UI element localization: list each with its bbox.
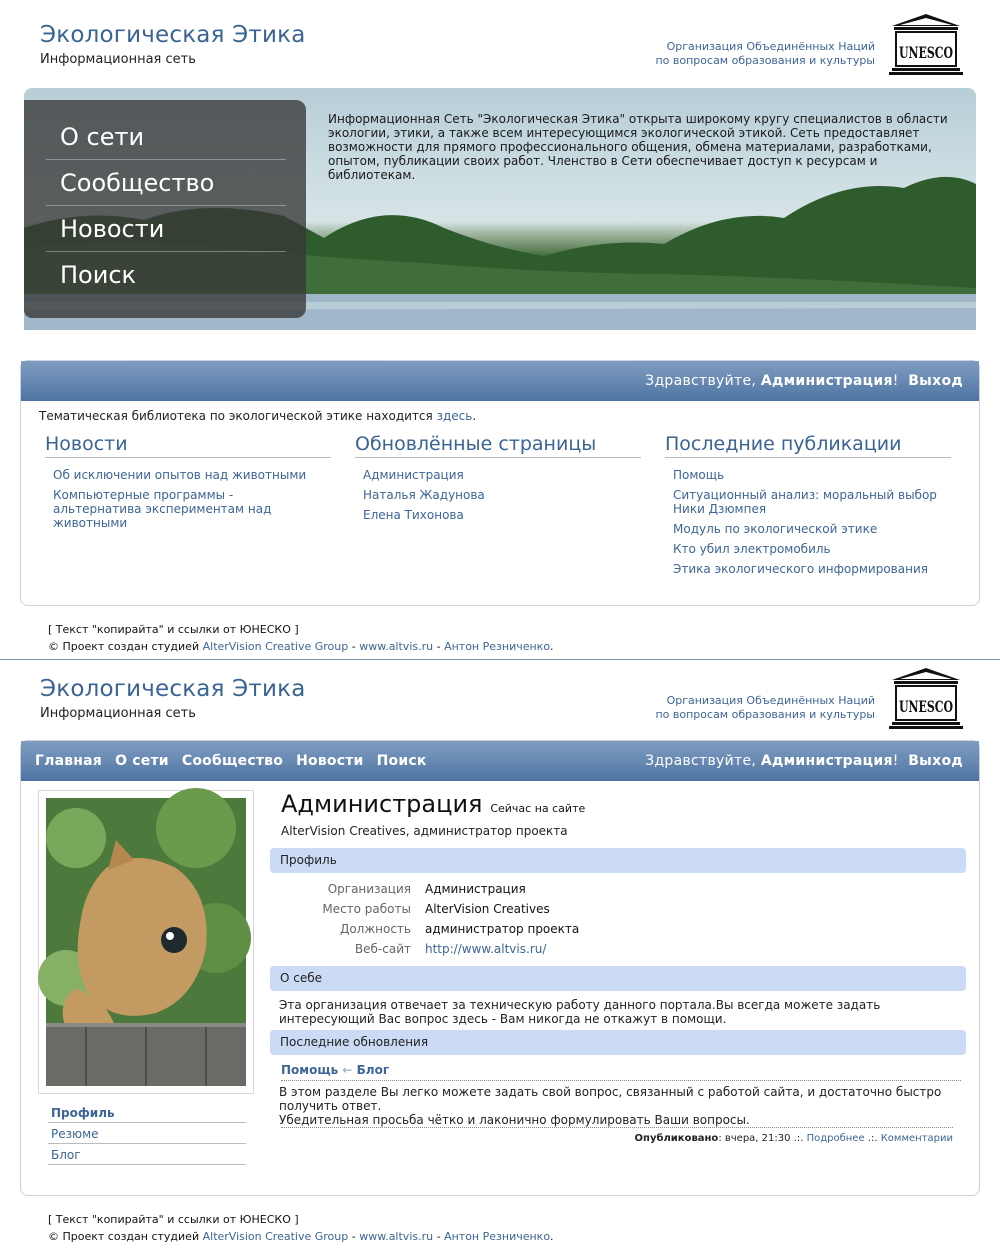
publication-link[interactable]: Кто убил электромобиль	[673, 542, 831, 556]
field-value: Администрация	[425, 882, 526, 896]
greeting-text: Здравствуйте,	[645, 373, 757, 389]
updated-pages-heading: Обновлённые страницы	[355, 433, 641, 458]
news-link[interactable]: Об исключении опытов над животными	[53, 468, 307, 482]
field-value: AlterVision Creatives	[425, 902, 550, 916]
home-panel	[20, 360, 980, 606]
footer-top	[48, 621, 554, 655]
nav-news[interactable]: Новости	[296, 753, 364, 769]
field-label: Организация	[327, 882, 411, 896]
profile-photo-frame	[38, 790, 254, 1094]
about-text: Эта организация отвечает за техническую работу данного портала.Вы всегда можете задать интересующий Вас вопрос здесь - Вам никогда не откажут в помощи.	[279, 998, 881, 1026]
update-body	[279, 1085, 959, 1127]
updated-pages-column	[355, 433, 641, 528]
unesco-caption-2[interactable]: Организация Объединённых Наций по вопросам образования и культуры	[655, 694, 875, 721]
site-link[interactable]: www.altvis.ru	[359, 640, 434, 653]
sidebar-item-resume[interactable]: Резюме	[48, 1125, 246, 1144]
update-link-help[interactable]: Помощь	[281, 1063, 339, 1077]
nav-search[interactable]: Поиск	[376, 753, 427, 769]
logout-link[interactable]: Выход	[908, 753, 963, 769]
main-nav-bar	[21, 741, 979, 781]
news-heading: Новости	[45, 433, 331, 458]
nav-community[interactable]: Сообщество	[181, 753, 284, 769]
user-name-link[interactable]: Администрация	[760, 753, 893, 769]
publications-heading: Последние публикации	[665, 433, 951, 458]
user-greeting: Здравствуйте, Администрация! Выход	[645, 373, 963, 389]
site-subtitle: Информационная сеть	[40, 52, 196, 67]
copyright-note: [ Текст "копирайта" и ссылки от ЮНЕСКО ]	[48, 1213, 299, 1226]
updated-page-link[interactable]: Елена Тихонова	[363, 508, 464, 522]
studio-link[interactable]: AlterVision Creative Group	[202, 640, 349, 653]
top-bar	[21, 361, 979, 401]
unesco-logo-icon[interactable]	[886, 666, 966, 730]
library-link[interactable]: здесь	[436, 409, 473, 423]
field-value: администратор проекта	[425, 922, 580, 936]
profile-tagline: AlterVision Creatives, администратор проекта	[281, 824, 568, 838]
field-label: Должность	[339, 922, 411, 936]
author-link[interactable]: Антон Резниченко	[444, 1230, 551, 1243]
nav-about[interactable]: О сети	[115, 753, 169, 769]
logout-link[interactable]: Выход	[908, 373, 963, 389]
sidebar-item-profile[interactable]: Профиль	[48, 1104, 246, 1123]
news-column	[45, 433, 331, 536]
publications-column	[665, 433, 951, 582]
unesco-caption[interactable]	[560, 40, 875, 68]
copyright-note: [ Текст "копирайта" и ссылки от ЮНЕСКО ]	[48, 623, 299, 636]
more-link[interactable]: Подробнее	[806, 1133, 865, 1144]
unesco-logo-icon[interactable]	[886, 12, 966, 76]
section-about: О себе	[270, 966, 966, 991]
author-link[interactable]: Антон Резниченко	[444, 640, 551, 653]
unesco-logo-text: UNESCO	[899, 43, 954, 62]
credits-line: © Проект создан студией AlterVision Creative Group - www.altvis.ru - Антон Резниченко.	[48, 1230, 554, 1243]
publication-link[interactable]: Ситуационный анализ: моральный выбор Ники Дзюмпея	[673, 488, 937, 516]
unesco-line-1: Организация Объединённых Наций	[666, 40, 875, 53]
published-time: : вчера, 21:30 .:.	[718, 1133, 804, 1144]
main-nav	[35, 753, 435, 769]
update-link-blog[interactable]: Блог	[356, 1063, 390, 1077]
site-link[interactable]: www.altvis.ru	[359, 1230, 434, 1243]
profile-fields	[281, 882, 579, 962]
unesco-line-2: по вопросам образования и культуры	[655, 54, 875, 67]
library-note: Тематическая библиотека по экологической этике находится здесь.	[39, 409, 477, 423]
studio-link[interactable]: AlterVision Creative Group	[202, 1230, 349, 1243]
arrow-left-icon: ←	[342, 1063, 353, 1077]
hero-menu-news[interactable]: Новости	[46, 206, 286, 252]
footer-bottom	[48, 1211, 554, 1245]
update-text-1: В этом разделе Вы легко можете задать свой вопрос, связанный с работой сайта, и достаточно быстро получить ответ.	[279, 1085, 942, 1113]
user-greeting-2: Здравствуйте, Администрация! Выход	[645, 753, 963, 769]
updated-page-link[interactable]: Администрация	[363, 468, 464, 482]
hero-menu-search[interactable]: Поиск	[60, 261, 137, 289]
update-title	[281, 1063, 961, 1081]
publication-link[interactable]: Этика экологического информирования	[673, 562, 928, 576]
news-link[interactable]: Компьютерные программы - альтернатива экспериментам над животными	[53, 488, 272, 530]
field-label: Место работы	[322, 902, 411, 916]
publication-link[interactable]: Помощь	[673, 468, 725, 482]
sidebar-item-blog[interactable]: Блог	[48, 1146, 246, 1165]
hero-nav-menu	[24, 100, 306, 318]
published-label: Опубликовано	[634, 1133, 719, 1144]
hero-menu-community[interactable]: Сообщество	[46, 160, 286, 206]
site-title-2[interactable]: Экологическая Этика	[40, 676, 306, 702]
cat-photo-image[interactable]	[46, 798, 246, 1086]
section-updates: Последние обновления	[270, 1030, 966, 1055]
nav-home[interactable]: Главная	[35, 753, 102, 769]
hero-intro-text: Информационная Сеть "Экологическая Этика" открыта широкому кругу специалистов в области экологии, этики, а также всем интересующимся экологической этикой. Сеть предоставляет возможности для прямого профессионального общения, обмена материалами, разработками, опытом, публикации своих работ. Членство в Сети обеспечивает доступ к ресурсам и библиотекам.	[328, 112, 948, 182]
publication-link[interactable]: Модуль по экологической этике	[673, 522, 878, 536]
update-text-2: Убедительная просьба чётко и лаконично формулировать Ваши вопросы.	[279, 1113, 750, 1127]
hero-banner	[24, 88, 976, 330]
hero-menu-about[interactable]: О сети	[46, 114, 286, 160]
online-status: Сейчас на сайте	[490, 802, 586, 815]
user-name-link[interactable]: Администрация	[760, 373, 893, 389]
field-label: Веб-сайт	[354, 942, 411, 956]
credits-line: © Проект создан студией AlterVision Creative Group - www.altvis.ru - Антон Резниченко.	[48, 640, 554, 653]
unesco-logo-text: UNESCO	[899, 697, 954, 716]
site-title[interactable]: Экологическая Этика	[40, 22, 306, 48]
profile-name: Администрация	[281, 790, 483, 818]
section-profile: Профиль	[270, 848, 966, 873]
site-subtitle-2: Информационная сеть	[40, 706, 196, 721]
profile-heading	[281, 790, 585, 818]
page-divider	[0, 659, 1000, 660]
updated-page-link[interactable]: Наталья Жадунова	[363, 488, 485, 502]
comments-link[interactable]: Комментарии	[880, 1133, 953, 1144]
website-link[interactable]: http://www.altvis.ru/	[425, 942, 547, 956]
update-meta: Опубликовано: вчера, 21:30 .:. Подробнее .:. Комментарии	[281, 1127, 953, 1144]
